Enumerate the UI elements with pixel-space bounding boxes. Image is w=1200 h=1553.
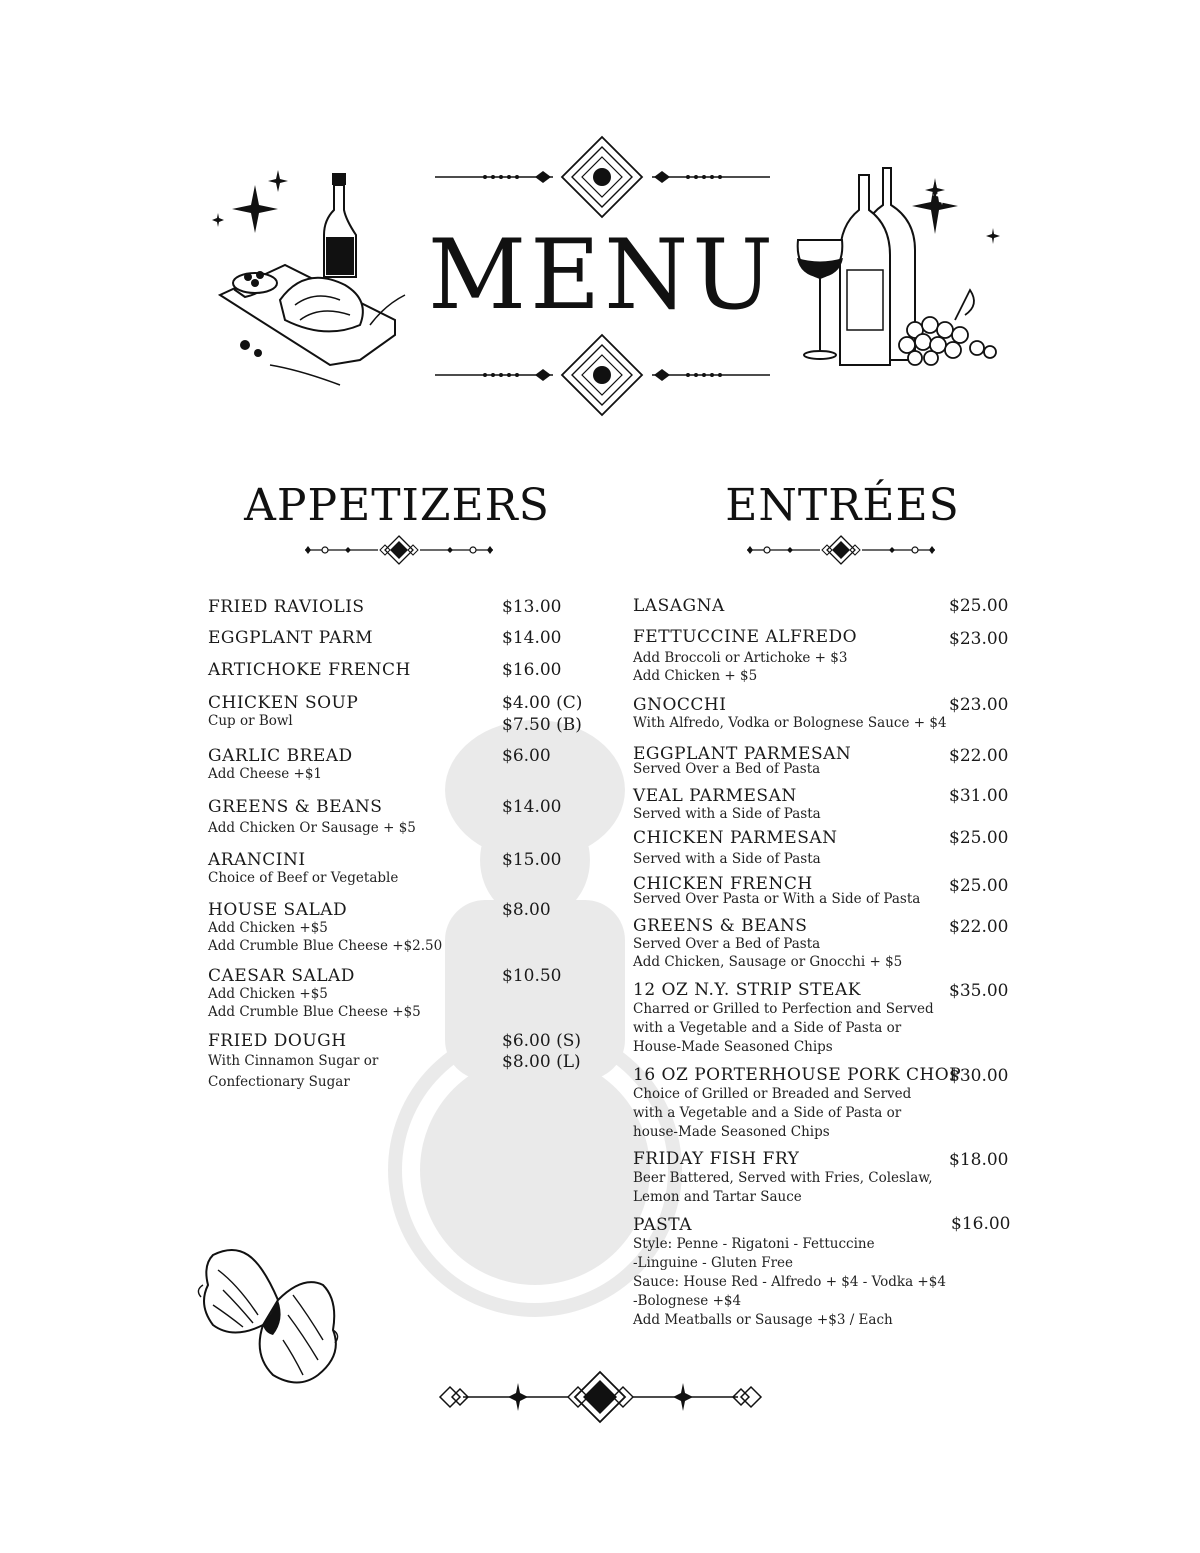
item-price: $15.00 (502, 850, 562, 870)
item-description: Served Over a Bed of Pasta (633, 936, 821, 952)
item-description: Choice of Grilled or Breaded and Served (633, 1086, 912, 1102)
item-name: FRIED DOUGH (208, 1031, 347, 1051)
menu-item (633, 1149, 933, 1207)
item-name: GARLIC BREAD (208, 746, 353, 766)
item-name: GREENS & BEANS (208, 797, 383, 817)
item-description: Add Chicken, Sausage or Gnocchi + $5 (633, 953, 903, 970)
bread-board-illustration (210, 165, 410, 390)
menu-item (633, 596, 725, 616)
menu-item (633, 916, 902, 971)
item-price: $6.00 (502, 746, 551, 766)
item-price: $8.00 (L) (502, 1052, 581, 1072)
menu-item (208, 797, 416, 838)
item-name: CAESAR SALAD (208, 966, 355, 986)
item-description: Add Broccoli or Artichoke + $3 (633, 650, 848, 666)
menu-item (208, 628, 373, 648)
item-price: $7.50 (B) (502, 715, 582, 735)
item-description: Add Chicken Or Sausage + $5 (208, 820, 416, 836)
item-description: -Linguine - Gluten Free (633, 1255, 794, 1271)
item-price: $10.50 (502, 966, 562, 986)
item-name: FRIDAY FISH FRY (633, 1149, 800, 1169)
item-name: CHICKEN FRENCH (633, 874, 813, 894)
entrees-ornament (742, 535, 940, 565)
item-name: 12 OZ N.Y. STRIP STEAK (633, 980, 861, 1000)
item-description: Add Chicken +$5 (208, 986, 328, 1002)
wine-illustration (795, 160, 1005, 370)
item-price: $13.00 (502, 597, 562, 617)
item-price: $14.00 (502, 797, 562, 817)
item-description: Add Chicken + $5 (633, 667, 758, 684)
item-description: Confectionary Sugar (208, 1074, 350, 1090)
item-price: $16.00 (502, 660, 562, 680)
item-description: -Bolognese +$4 (633, 1293, 742, 1309)
item-name: EGGPLANT PARMESAN (633, 744, 852, 764)
item-description: Add Crumble Blue Cheese +$5 (208, 1003, 421, 1020)
item-price: $16.00 (951, 1214, 1011, 1234)
item-price: $23.00 (949, 629, 1009, 649)
item-name: HOUSE SALAD (208, 900, 348, 920)
menu-item (208, 1031, 378, 1093)
item-description: Add Crumble Blue Cheese +$2.50 (208, 937, 443, 954)
item-name: ARANCINI (208, 850, 306, 870)
item-name: GREENS & BEANS (633, 916, 808, 936)
item-description: house-Made Seasoned Chips (633, 1124, 830, 1140)
item-price: $18.00 (949, 1150, 1009, 1170)
menu-item (208, 850, 398, 888)
menu-item (633, 695, 947, 733)
item-name: PASTA (633, 1215, 692, 1235)
entrees-title: ENTRÉES (725, 480, 960, 531)
item-price: $31.00 (949, 786, 1009, 806)
item-price: $8.00 (502, 900, 551, 920)
item-description: Style: Penne - Rigatoni - Fettuccine (633, 1236, 875, 1252)
menu-item (208, 900, 442, 955)
menu-item (633, 1065, 961, 1142)
item-price: $25.00 (949, 828, 1009, 848)
item-price: $23.00 (949, 695, 1009, 715)
item-description: Lemon and Tartar Sauce (633, 1189, 802, 1205)
item-description: Add Chicken +$5 (208, 920, 328, 936)
menu-item (208, 597, 365, 617)
item-price: $6.00 (S) (502, 1031, 581, 1051)
item-name: 16 OZ PORTERHOUSE PORK CHOP (633, 1065, 962, 1085)
menu-item (208, 746, 353, 784)
item-description: Served with a Side of Pasta (633, 851, 821, 867)
menu-item (633, 874, 920, 909)
item-name: FRIED RAVIOLIS (208, 597, 365, 617)
menu-item (208, 966, 421, 1021)
item-price: $25.00 (949, 876, 1009, 896)
item-description: Beer Battered, Served with Fries, Coleslaw, (633, 1170, 933, 1186)
item-description: Cup or Bowl (208, 713, 293, 729)
bottom-ornament (438, 1370, 763, 1425)
item-name: CHICKEN SOUP (208, 693, 359, 713)
item-description: With Cinnamon Sugar or (208, 1053, 379, 1069)
item-price: $35.00 (949, 981, 1009, 1001)
menu-item (633, 828, 838, 869)
menu-item (633, 786, 821, 824)
item-description: Add Meatballs or Sausage +$3 / Each (633, 1312, 893, 1328)
item-name: VEAL PARMESAN (633, 786, 797, 806)
menu-item (633, 627, 857, 685)
item-name: FETTUCCINE ALFREDO (633, 627, 858, 647)
appetizers-ornament (300, 535, 498, 565)
item-description: Sauce: House Red - Alfredo + $4 - Vodka +$4 (633, 1274, 946, 1290)
menu-item (633, 744, 851, 779)
top-ornament (435, 135, 770, 220)
item-description: Charred or Grilled to Perfection and Served (633, 1001, 934, 1017)
item-description: Choice of Beef or Vegetable (208, 870, 399, 886)
item-name: CHICKEN PARMESAN (633, 828, 838, 848)
item-name: LASAGNA (633, 596, 725, 616)
item-name: GNOCCHI (633, 695, 727, 715)
item-price: $25.00 (949, 596, 1009, 616)
item-description: Add Cheese +$1 (208, 766, 323, 782)
bottom-title-ornament (435, 333, 770, 418)
item-description: Served Over Pasta or With a Side of Pasta (633, 891, 921, 907)
item-description: Served Over a Bed of Pasta (633, 761, 821, 777)
item-name: EGGPLANT PARM (208, 628, 374, 648)
menu-item (633, 980, 934, 1057)
item-name: ARTICHOKE FRENCH (208, 660, 411, 680)
item-description: with a Vegetable and a Side of Pasta or (633, 1020, 902, 1036)
item-price: $30.00 (949, 1066, 1009, 1086)
item-description: Served with a Side of Pasta (633, 806, 821, 822)
item-price: $4.00 (C) (502, 693, 583, 713)
appetizers-title: APPETIZERS (244, 480, 550, 531)
menu-title: MENU (427, 219, 778, 331)
item-description: With Alfredo, Vodka or Bolognese Sauce + $4 (633, 715, 947, 731)
item-price: $22.00 (949, 917, 1009, 937)
farfalle-pasta-illustration (193, 1245, 343, 1395)
item-price: $22.00 (949, 746, 1009, 766)
menu-item (208, 693, 358, 731)
item-price: $14.00 (502, 628, 562, 648)
menu-item (633, 1215, 946, 1330)
menu-item (208, 660, 411, 680)
item-description: House-Made Seasoned Chips (633, 1039, 833, 1055)
item-description: with a Vegetable and a Side of Pasta or (633, 1105, 902, 1121)
